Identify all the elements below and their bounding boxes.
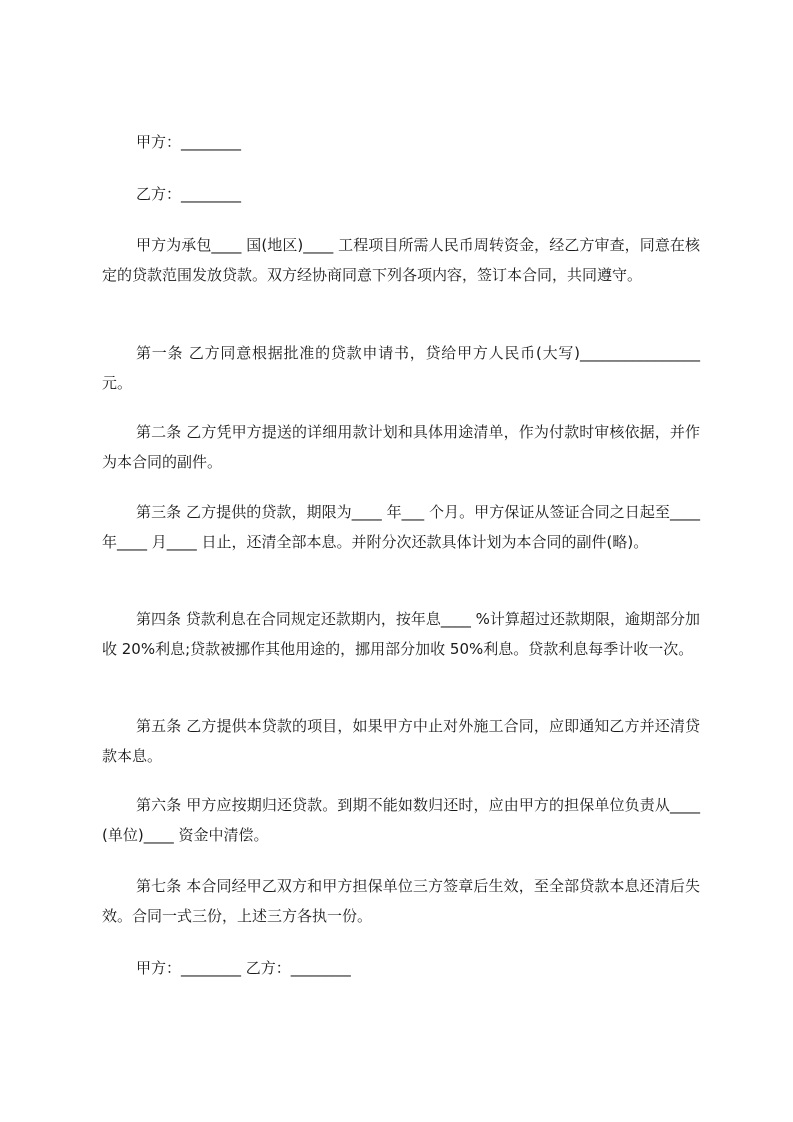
article-6: 第六条 甲方应按期归还贷款。到期不能如数归还时，应由甲方的担保单位负责从____ (单位)____ 资金中清偿。 <box>102 796 700 844</box>
article-1: 第一条 乙方同意根据批准的贷款申请书，贷给甲方人民币(大写)________________ 元。 <box>102 344 700 392</box>
signature-line: 甲方：________ 乙方：________ <box>136 959 351 977</box>
party-b-header: 乙方：________ <box>136 185 242 203</box>
party-a-header: 甲方：________ <box>136 133 242 151</box>
article-7: 第七条 本合同经甲乙双方和甲方担保单位三方签章后生效，至全部贷款本息还清后失效。合同一式三份，上述三方各执一份。 <box>102 877 700 925</box>
article-3: 第三条 乙方提供的贷款，期限为____ 年___ 个月。甲方保证从签证合同之日起至____ 年____ 月____ 日止，还清全部本息。并附分次还款具体计划为本合同的副件(略)。 <box>102 503 700 551</box>
article-5: 第五条 乙方提供本贷款的项目，如果甲方中止对外施工合同，应即通知乙方并还清贷款本息。 <box>102 717 700 765</box>
preamble-paragraph: 甲方为承包____ 国(地区)____ 工程项目所需人民币周转资金，经乙方审查，同意在核定的贷款范围发放贷款。双方经协商同意下列各项内容，签订本合同，共同遵守。 <box>102 236 700 284</box>
article-4: 第四条 贷款利息在合同规定还款期内，按年息____ %计算超过还款期限，逾期部分加收 20%利息;贷款被挪作其他用途的，挪用部分加收 50%利息。贷款利息每季计收一次。 <box>102 610 700 658</box>
article-2: 第二条 乙方凭甲方提送的详细用款计划和具体用途清单，作为付款时审核依据，并作为本合同的副件。 <box>102 423 700 471</box>
